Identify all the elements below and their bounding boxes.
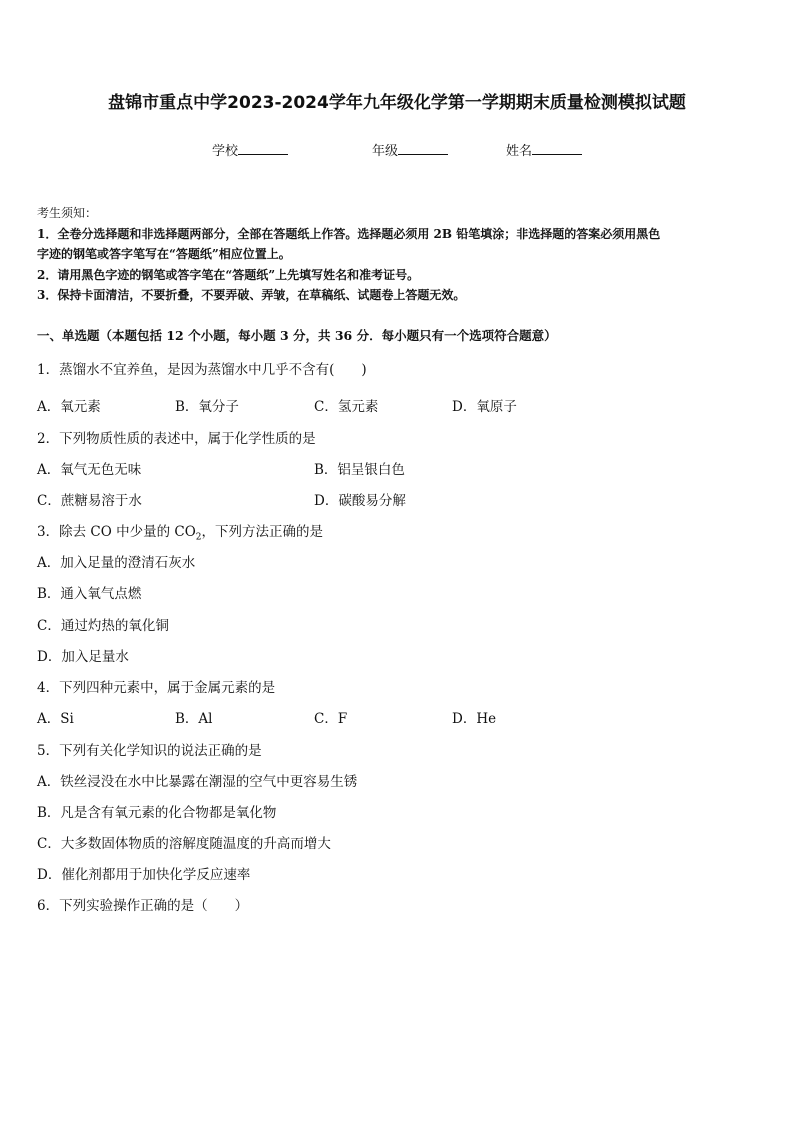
question-3-option-b[interactable]: B．通入氧气点燃	[37, 586, 142, 602]
question-2-option-c[interactable]: C．蔗糖易溶于水	[37, 493, 142, 509]
question-3-option-c[interactable]: C．通过灼热的氧化铜	[37, 618, 169, 634]
grade-blank[interactable]	[398, 142, 448, 155]
question-3-subscript: 2	[195, 532, 202, 543]
question-2-option-b[interactable]: B．铝呈银白色	[314, 462, 405, 478]
question-4-option-c[interactable]: C．F	[314, 711, 348, 727]
question-5-option-b[interactable]: B．凡是含有氧元素的化合物都是氧化物	[37, 805, 277, 821]
question-2-option-d[interactable]: D．碳酸易分解	[314, 493, 406, 509]
question-3-stem-rest: ，下列方法正确的是	[201, 524, 323, 540]
question-6-stem: 6．下列实验操作正确的是（ ）	[37, 898, 249, 914]
school-blank[interactable]	[238, 142, 288, 155]
question-1-option-d[interactable]: D．氧原子	[452, 399, 517, 415]
school-field[interactable]	[212, 140, 288, 159]
question-4-option-a[interactable]: A．Si	[37, 711, 74, 727]
notice-item-1a: 1．全卷分选择题和非选择题两部分，全部在答题纸上作答。选择题必须用 2B 铅笔填涂；非选择题的答案必须用黑色	[37, 226, 661, 241]
notice-item-2: 2．请用黑色字迹的钢笔或答字笔在“答题纸”上先填写姓名和准考证号。	[37, 267, 420, 282]
name-field[interactable]	[506, 140, 582, 159]
exam-notice	[37, 203, 757, 306]
question-5-option-d[interactable]: D．催化剂都用于加快化学反应速率	[37, 867, 251, 883]
question-5-stem: 5．下列有关化学知识的说法正确的是	[37, 743, 262, 759]
question-4-option-b[interactable]: B．Al	[175, 711, 213, 727]
question-2-stem: 2．下列物质性质的表述中，属于化学性质的是	[37, 431, 316, 447]
question-2-option-a[interactable]: A．氧气无色无味	[37, 462, 142, 478]
grade-field[interactable]	[372, 140, 448, 159]
question-3-stem-text: 3．除去 CO 中少量的 CO	[37, 524, 196, 540]
notice-item-3: 3．保持卡面清洁，不要折叠，不要弄破、弄皱，在草稿纸、试题卷上答题无效。	[37, 288, 466, 302]
question-1-stem: 1．蒸馏水不宜养鱼，是因为蒸馏水中几乎不含有( )	[37, 362, 367, 378]
question-3-option-a[interactable]: A．加入足量的澄清石灰水	[37, 555, 196, 571]
question-4-stem: 4．下列四种元素中，属于金属元素的是	[37, 680, 276, 696]
question-5-option-c[interactable]: C．大多数固体物质的溶解度随温度的升高而增大	[37, 836, 331, 852]
question-3-option-d[interactable]: D．加入足量水	[37, 649, 129, 665]
question-1-option-b[interactable]: B．氧分子	[175, 399, 239, 415]
name-blank[interactable]	[532, 142, 582, 155]
grade-label: 年级	[372, 144, 399, 159]
school-label: 学校	[212, 144, 239, 159]
question-3-stem	[37, 520, 323, 543]
question-1-option-c[interactable]: C．氢元素	[314, 399, 379, 415]
notice-heading: 考生须知：	[37, 206, 98, 220]
name-label: 姓名	[506, 144, 533, 159]
notice-item-1b: 字迹的钢笔或答字笔写在“答题纸”相应位置上。	[37, 247, 291, 261]
section-heading: 一、单选题（本题包括 12 个小题，每小题 3 分，共 36 分．每小题只有一个选项符合题意）	[37, 328, 557, 343]
question-1-option-a[interactable]: A．氧元素	[37, 399, 101, 415]
question-5-option-a[interactable]: A．铁丝浸没在水中比暴露在潮湿的空气中更容易生锈	[37, 774, 358, 790]
question-4-option-d[interactable]: D．He	[452, 711, 497, 727]
exam-title: 盘锦市重点中学2023-2024学年九年级化学第一学期期末质量检测模拟试题	[108, 93, 686, 113]
